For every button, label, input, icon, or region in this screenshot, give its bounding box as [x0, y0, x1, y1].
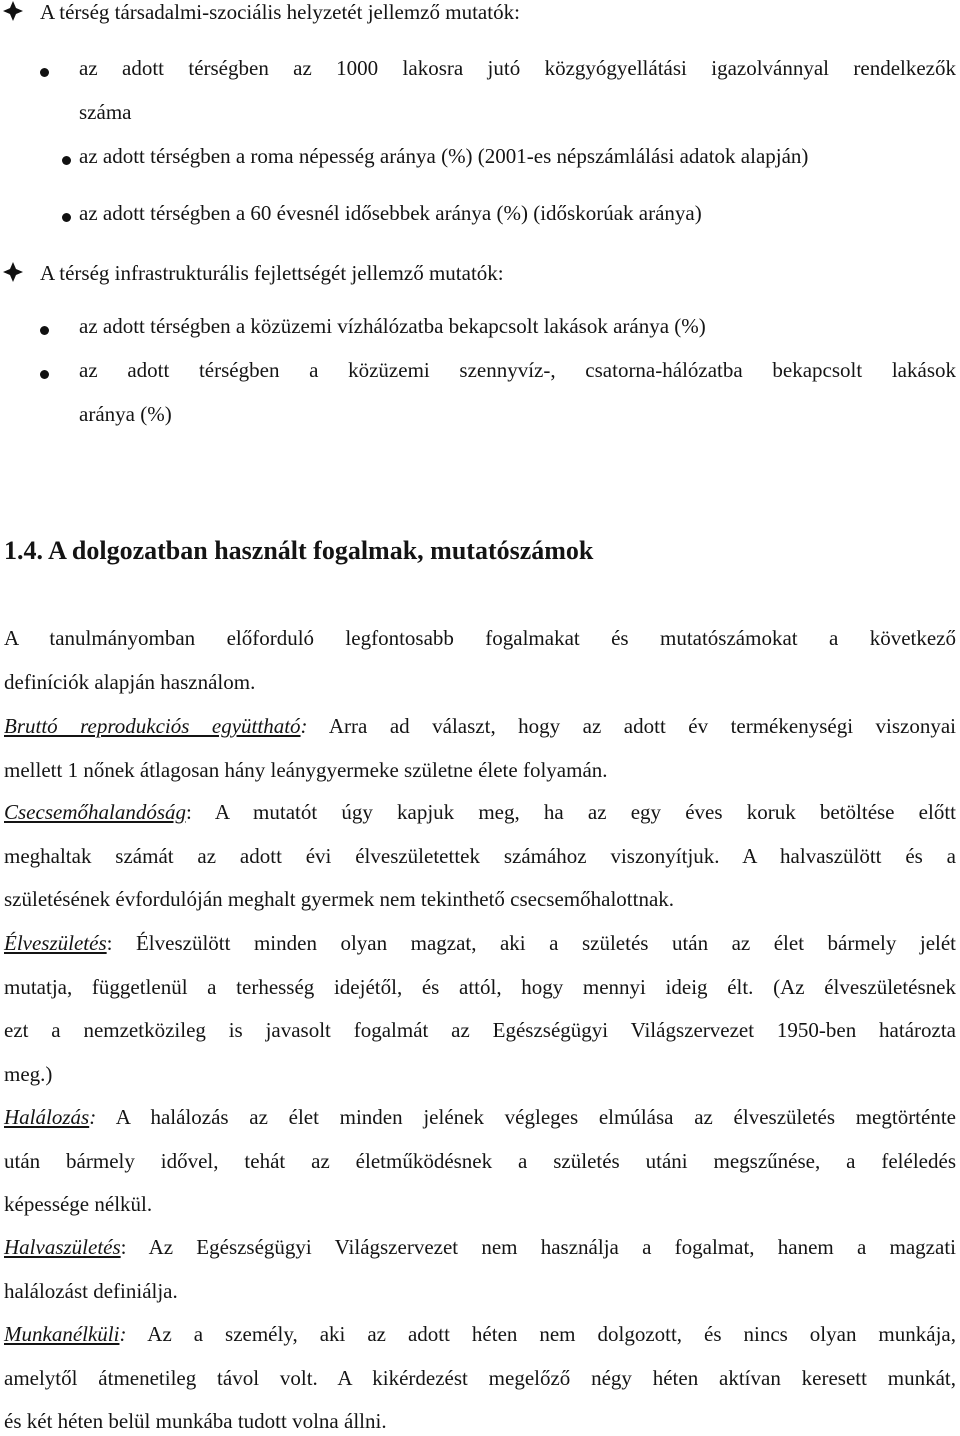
definition-text: A halálozás az élet minden jelének végleges elmúlása az élveszületés megtörténte [96, 1105, 956, 1129]
bullet-icon [40, 68, 49, 77]
definition-term: Élveszületés [4, 931, 107, 955]
definition-line: halálozást definiálja. [4, 1279, 178, 1303]
definition-term: Munkanélküli [4, 1322, 120, 1346]
list-item: az adott térségben a 60 évesnél idősebbek aránya (%) (időskorúak aránya) [79, 201, 702, 225]
list-item-continuation: aránya (%) [79, 402, 172, 426]
definition-text: Élveszülött minden olyan magzat, aki a születés után az élet bármely jelét [112, 931, 956, 955]
definition-separator: : [106, 931, 113, 955]
list-item: az adott térségben az 1000 lakosra jutó közgyógyellátási igazolvánnyal rendelkezők [79, 56, 956, 80]
bullet-icon [40, 370, 49, 379]
intro-paragraph-line: definíciók alapján használom. [4, 670, 256, 694]
bullet-icon [62, 213, 71, 222]
definition-line: után bármely idővel, tehát az életműködésnek a születés utáni megszűnése, a feléledés [4, 1149, 956, 1173]
list-item: az adott térségben a roma népesség aránya (%) (2001-es népszámlálási adatok alapján) [79, 144, 809, 168]
definition-text: Az Egészségügyi Világszervezet nem használja a fogalmat, hanem a magzati [126, 1235, 956, 1259]
definition-line: meg.) [4, 1062, 53, 1086]
definition-text: Az a személy, aki az adott héten nem dolgozott, és nincs olyan munkája, [126, 1322, 956, 1346]
diamond-bullet-icon [2, 261, 24, 283]
definition-first-line [4, 1105, 956, 1130]
definition-line: és két héten belül munkába tudott volna állni. [4, 1409, 387, 1433]
definition-term: Halvaszületés [4, 1235, 121, 1259]
definition-line: mellett 1 nőnek átlagosan hány leánygyermeke születne élete folyamán. [4, 758, 608, 782]
definition-first-line [4, 1322, 956, 1347]
definition-line: mutatja, függetlenül a terhesség idejétől, és attól, hogy mennyi ideig élt. (Az élveszületésnek [4, 975, 956, 999]
bullet-icon [40, 326, 49, 335]
diamond-bullet-icon [2, 0, 24, 22]
section-title-infrastructure: A térség infrastrukturális fejlettségét jellemző mutatók: [40, 261, 504, 285]
section-title-social: A térség társadalmi-szociális helyzetét jellemző mutatók: [40, 0, 520, 24]
bullet-icon [62, 156, 71, 165]
definition-separator: : [119, 1322, 127, 1346]
section-heading: 1.4. A dolgozatban használt fogalmak, mutatószámok [4, 536, 594, 565]
definition-first-line [4, 714, 956, 739]
definition-separator: : [89, 1105, 97, 1129]
definition-term: Halálozás [4, 1105, 90, 1129]
definition-text: A mutatót úgy kapjuk meg, ha az egy éves koruk betöltése előtt [191, 800, 956, 824]
definition-line: ezt a nemzetközileg is javasolt fogalmát az Egészségügyi Világszervezet 1950-ben határozta [4, 1018, 956, 1042]
definition-separator: : [120, 1235, 127, 1259]
definition-line: amelytől átmenetileg távol volt. A kikérdezést megelőző négy héten aktívan keresett munkát, [4, 1366, 956, 1390]
definition-first-line [4, 1235, 956, 1260]
definition-first-line [4, 800, 956, 825]
definition-separator: : [300, 714, 308, 738]
definition-line: születésének évfordulóján meghalt gyermek nem tekinthető csecsemőhalottnak. [4, 887, 675, 911]
definition-separator: : [186, 800, 192, 824]
definition-first-line [4, 931, 956, 956]
intro-paragraph-line: A tanulmányomban előforduló legfontosabb fogalmakat és mutatószámokat a következő [4, 626, 956, 650]
definition-term: Csecsemőhalandóság [4, 800, 186, 824]
definition-line: meghaltak számát az adott évi élveszületettek számához viszonyítjuk. A halvaszülött és a [4, 844, 956, 868]
list-item: az adott térségben a közüzemi szennyvíz-, csatorna-hálózatba bekapcsolt lakások [79, 358, 956, 382]
definition-term: Bruttó reprodukciós együttható [4, 714, 301, 738]
list-item-continuation: száma [79, 100, 132, 124]
definition-text: Arra ad választ, hogy az adott év termékenységi viszonyai [307, 714, 956, 738]
definition-line: képessége nélkül. [4, 1192, 153, 1216]
list-item: az adott térségben a közüzemi vízhálózatba bekapcsolt lakások aránya (%) [79, 314, 706, 338]
